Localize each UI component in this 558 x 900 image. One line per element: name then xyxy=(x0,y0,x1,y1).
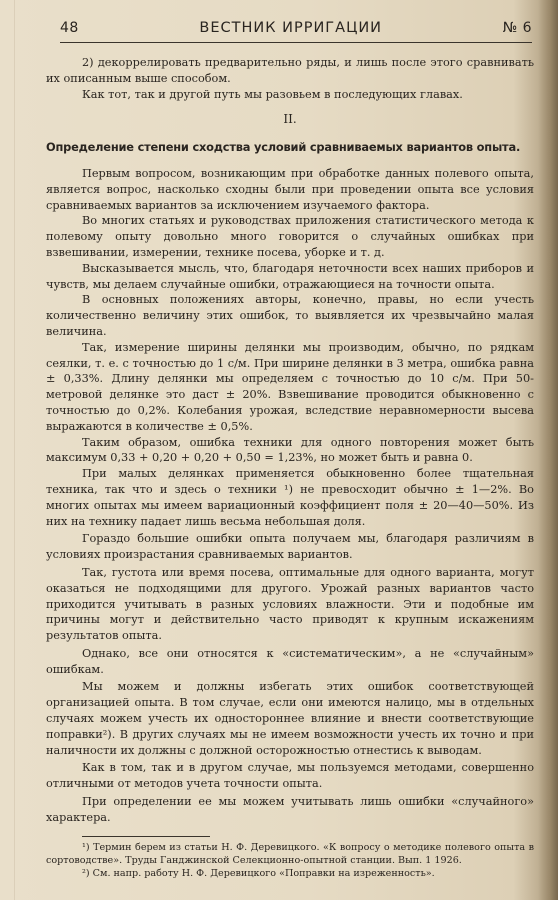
paragraph: 2) декоррелировать предварительно ряды, и лишь после этого сравнивать их описанным выше способом. xyxy=(46,56,534,85)
paragraph: При малых делянках применяется обыкновенно более тщательная техника, так что и здесь о техники ¹) не превосходит обычно ± 1—2%. Во многих опытах мы имеем вариационный коэффициент поля ± 20—40—50%. Из них на технику падает лишь весьма небольшая доля. xyxy=(46,467,534,528)
paragraph: Мы можем и должны избегать этих ошибок соответствующей организацией опыта. В том случае, если они имеются налицо, мы в отдельных случаях можем учесть их одностороннее влияние и внести соответствующие поправки²). В других случаях мы не имеем возможности учесть их точно и при наличности их должны с должной осторожностью отнестись к выводам. xyxy=(46,680,534,757)
footnotes xyxy=(46,841,534,880)
article-body xyxy=(46,55,534,880)
binding-edge-shadow xyxy=(538,0,558,900)
footnote: ²) См. напр. работу Н. Ф. Деревицкого «Поправки на изреженность». xyxy=(82,867,435,879)
paragraph: Как в том, так и в другом случае, мы пользуемся методами, совершенно отличными от методов учета точности опыта. xyxy=(46,761,534,791)
journal-title: ВЕСТНИК ИРРИГАЦИИ xyxy=(199,20,383,36)
issue-number: № 6 xyxy=(502,20,532,36)
paragraph: Гораздо большие ошибки опыта получаем мы, благодаря различиям в условиях произрастания сравниваемых вариантов. xyxy=(46,532,534,562)
paragraph: Однако, все они относятся к «систематическим», а не «случайным» ошибкам. xyxy=(46,646,534,676)
paragraph: Высказывается мысль, что, благодаря неточности всех наших приборов и чувств, мы делаем случайные ошибки, отражающиеся на точности опыта. xyxy=(46,261,534,291)
paragraph: Так, измерение ширины делянки мы производим, обычно, по рядкам сеялки, т. е. с точностью до 1 с/м. При ширине делянки в 3 метра, ошибка равна ± 0,33%. Длину делянки мы определяем с точностью до 10 с/м. При 50-метровой делянке это даст ± 20%. Взвешивание проводится обыкновенно с точностью до 0,2%. Колебания урожая, вследствие неравномерности высева выражаются в количестве ± 0,5%. xyxy=(46,340,534,433)
paragraph: При определении ее мы можем учитывать лишь ошибки «случайного» характера. xyxy=(46,795,534,824)
paragraph: Так, густота или время посева, оптимальные для одного варианта, могут оказаться не подходящими для другого. Урожай разных вариантов часто приходится учитывать в разных условиях влажности. Эти и подобные им причины могут и действительно часто приводят к крупным искажениям результатов опыта. xyxy=(46,565,534,643)
paragraph: Во многих статьях и руководствах приложения статистического метода к полевому опыту довольно много говорится о случайных ошибках при взвешивании, измерении, технике посева, уборке и т. д. xyxy=(46,214,534,259)
page-number: 48 xyxy=(60,20,79,36)
section-heading: Определение степени сходства условий сравниваемых вариантов опыта. xyxy=(46,140,521,155)
paragraph: Первым вопросом, возникающим при обработке данных полевого опыта, является вопрос, насколько сходны были при проведении опыта все условия сравниваемых вариантов за исключением изучаемого фактора. xyxy=(46,166,534,212)
section-number: II. xyxy=(283,112,297,127)
paragraph: Как тот, так и другой путь мы разовьем в последующих главах. xyxy=(82,87,463,101)
paragraph: В основных положениях авторы, конечно, правы, но если учесть количественно величину этих ошибок, то выявляется их чрезвычайно малая величина. xyxy=(46,293,534,338)
page-fold-shadow xyxy=(14,0,15,900)
paragraph: Таким образом, ошибка техники для одного повторения может быть максимум 0,33 + 0,20 + 0,20 + 0,50 = 1,23%, но может быть и равна 0. xyxy=(46,435,534,465)
footnote: ¹) Термин берем из статьи Н. Ф. Деревицкого. «К вопросу о методике полевого опыта в сортоводстве». Труды Ганджинской Селекционно-опытной станции. Вып. 1 1926. xyxy=(46,841,534,866)
footnote-separator xyxy=(82,836,210,837)
running-header xyxy=(60,20,532,43)
